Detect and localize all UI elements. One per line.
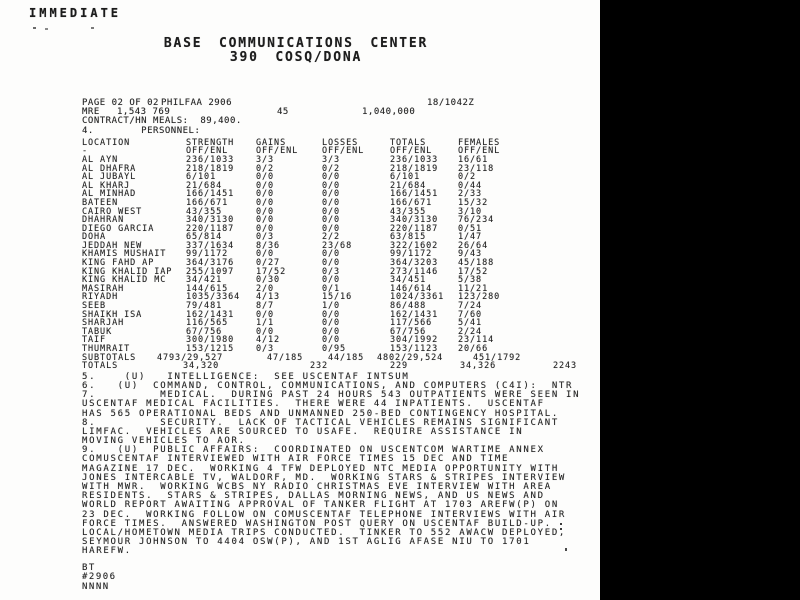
cell-losses: 0/95 [322, 344, 347, 354]
document-body [82, 99, 598, 592]
subtotals-females: 451/1792 [473, 352, 522, 363]
cell-females: 1/47 [458, 232, 483, 243]
cell-totals: 146/614 [390, 283, 433, 294]
cell-gains: 0/2 [256, 163, 275, 174]
subheader-off-enl: OFF/ENL [390, 146, 433, 157]
paragraph-line: HAREFW. [82, 546, 132, 557]
cell-totals: 166/1451 [390, 189, 439, 200]
cell-strength: 340/3130 [186, 215, 235, 226]
cell-gains: 2/0 [256, 283, 275, 294]
mre-right-value: 1,040,000 [362, 107, 416, 118]
cell-losses: 1/0 [322, 301, 341, 312]
cell-gains: 17/52 [256, 266, 287, 277]
cell-location: JEDDAH NEW [82, 240, 143, 251]
scan-artifact [560, 523, 562, 525]
paragraph-line: FORCE TIMES. ANSWERED WASHINGTON POST QUERY ON USCENTAF BUILD-UP. [82, 518, 552, 529]
cell-losses: 0/0 [322, 275, 341, 286]
paragraph-line: WORLD REPORT AWAITING APPROVAL OF TANKER FLIGHT AT 1703 AREFW(P) ON [82, 500, 559, 511]
cell-totals: 220/1187 [390, 223, 439, 234]
cell-strength: 43/355 [186, 206, 223, 217]
table-subheader-row [82, 147, 598, 156]
cell-strength: 255/1097 [186, 266, 235, 277]
cell-females: 16/61 [458, 154, 489, 165]
cell-location: MASIRAH [82, 283, 125, 294]
cell-totals: 63/815 [390, 232, 427, 243]
cell-females: 2/24 [458, 326, 483, 337]
paragraph-line: 8. SECURITY. LACK OF TACTICAL VEHICLES REMAINS SIGNIFICANT [82, 417, 559, 428]
cell-losses: 0/0 [322, 215, 341, 226]
cell-gains: 0/0 [256, 326, 275, 337]
table-row [82, 182, 598, 191]
cell-location: AL JUBAYL [82, 172, 137, 183]
cell-totals: 236/1033 [390, 154, 439, 165]
cell-totals: 304/1992 [390, 335, 439, 346]
subheader-off-enl: OFF/ENL [322, 146, 365, 157]
message-paragraphs [82, 373, 598, 557]
cell-gains: 0/0 [256, 309, 275, 320]
cell-location: CAIRO WEST [82, 206, 143, 217]
cell-totals: 273/1146 [390, 266, 439, 277]
cell-females: 2/33 [458, 189, 483, 200]
message-id: PHILFAA 2906 [161, 98, 233, 108]
paragraph-line: 5. (U) INTELLIGENCE: SEE USCENTAF INTSUM [82, 371, 410, 382]
title-line-1: BASE COMMUNICATIONS CENTER [163, 36, 429, 51]
table-rows [82, 156, 598, 354]
cell-females: 20/66 [458, 344, 489, 354]
cell-location: AL MINHAD [82, 189, 137, 200]
paragraph-line: MOVING VEHICLES TO AOR. [82, 436, 246, 447]
column-header-losses: LOSSES [322, 137, 359, 148]
cell-totals: 153/1123 [390, 344, 439, 354]
cell-location: THUMRAIT [82, 344, 131, 354]
cell-gains: 4/12 [256, 335, 281, 346]
cell-location: DIEGO GARCIA [82, 223, 155, 234]
column-header-females: FEMALES [458, 137, 501, 148]
cell-strength: 67/756 [186, 326, 223, 337]
cell-gains: 0/3 [256, 232, 275, 243]
subheader-off-enl: OFF/ENL [458, 146, 501, 157]
cell-strength: 34/421 [186, 275, 223, 286]
cell-losses: 0/0 [322, 223, 341, 234]
paragraph-line: HAS 565 OPERATIONAL BEDS AND UNMANNED 250-BED CONTINGENCY HOSPITAL. [82, 408, 559, 419]
cell-totals: 67/756 [390, 326, 427, 337]
table-row [82, 319, 598, 328]
cell-location: KING KHALID MC [82, 275, 167, 286]
cell-strength: 6/101 [186, 172, 217, 183]
cell-losses: 0/0 [322, 249, 341, 260]
cell-losses: 0/0 [322, 180, 341, 191]
cell-location: DOHA [82, 232, 107, 243]
table-row [82, 190, 598, 199]
cell-totals: 1024/3361 [390, 292, 445, 303]
cell-totals: 21/684 [390, 180, 427, 191]
cell-gains: 0/0 [256, 197, 275, 208]
subtotals-totals: 4802/29,524 [377, 352, 444, 363]
paragraph-line: SEYMOUR JOHNSON TO 4404 OSW(P), AND 1ST AGLIG AFASE NIU TO 1701 [82, 537, 531, 548]
cell-gains: 0/0 [256, 189, 275, 200]
cell-gains: 0/27 [256, 258, 281, 269]
cell-strength: 116/565 [186, 318, 229, 329]
totals-losses: 229 [390, 361, 409, 372]
cell-totals: 117/566 [390, 318, 433, 329]
date-time-group: 18/1042Z [427, 98, 475, 108]
cell-losses: 3/3 [322, 154, 341, 165]
message-footer [82, 564, 598, 593]
subtotals-strength: 4793/29,527 [157, 352, 224, 363]
scan-artifact-stamp-marks [33, 27, 36, 29]
cell-females: 5/41 [458, 318, 483, 329]
mre-label: MRE [82, 107, 100, 118]
paragraph-line: USCENTAF MEDICAL FACILITIES. THERE WERE 44 INPATIENTS. USCENTAF [82, 399, 545, 410]
totals-females: 2243 [553, 361, 578, 372]
subheader-off-enl: OFF/ENL [186, 146, 229, 157]
cell-location: BATEEN [82, 197, 119, 208]
cell-females: 0/2 [458, 172, 477, 183]
cell-gains: 0/0 [256, 172, 275, 183]
message-number: #2906 [82, 572, 117, 583]
table-row [82, 156, 598, 165]
cell-totals: 162/1431 [390, 309, 439, 320]
cell-females: 0/44 [458, 180, 483, 191]
cell-totals: 43/355 [390, 206, 427, 217]
column-header-totals: TOTALS [390, 137, 427, 148]
cell-losses: 0/0 [322, 197, 341, 208]
cell-strength: 337/1634 [186, 240, 235, 251]
cell-losses: 0/0 [322, 206, 341, 217]
cell-losses: 0/0 [322, 335, 341, 346]
cell-losses: 0/0 [322, 172, 341, 183]
cell-losses: 23/68 [322, 240, 353, 251]
cell-totals: 6/101 [390, 172, 421, 183]
cell-strength: 220/1187 [186, 223, 235, 234]
cell-losses: 0/0 [322, 258, 341, 269]
cell-location: TABUK [82, 326, 113, 337]
cell-losses: 0/2 [322, 163, 341, 174]
cell-females: 76/234 [458, 215, 495, 226]
cell-location: SHARJAH [82, 318, 125, 329]
scan-artifact [565, 548, 567, 551]
cell-location: SHAIKH ISA [82, 309, 143, 320]
cell-gains: 8/7 [256, 301, 275, 312]
totals-strength: 34,320 [183, 361, 220, 372]
cell-location: TAIF [82, 335, 107, 346]
cell-females: 123/280 [458, 292, 501, 303]
paragraph-line: RESIDENTS. STARS & STRIPES, DALLAS MORNING NEWS, AND US NEWS AND [82, 491, 545, 502]
page-indicator: PAGE 02 OF 02 [82, 98, 159, 108]
cell-totals: 218/1819 [390, 163, 439, 174]
table-row [82, 293, 598, 302]
totals-totals: 34,326 [460, 361, 497, 372]
paragraph-line: LIMFAC. VEHICLES ARE SOURCED TO USAFE. REQUIRE ASSISTANCE IN [82, 426, 524, 437]
cell-strength: 218/1819 [186, 163, 235, 174]
cell-strength: 79/481 [186, 301, 223, 312]
cell-losses: 0/3 [322, 266, 341, 277]
cell-females: 15/32 [458, 197, 489, 208]
cell-strength: 236/1033 [186, 154, 235, 165]
cell-females: 23/114 [458, 335, 495, 346]
cell-totals: 34/451 [390, 275, 427, 286]
cell-location: KING KHALID IAP [82, 266, 173, 277]
paragraph-line: 7. MEDICAL. DURING PAST 24 HOURS 543 OUTPATIENTS WERE SEEN IN [82, 390, 581, 401]
cell-females: 11/21 [458, 283, 489, 294]
cell-location: SEEB [82, 301, 107, 312]
cell-losses: 2/2 [322, 232, 341, 243]
cell-location: AL AYN [82, 154, 119, 165]
paragraph-line: 9. (U) PUBLIC AFFAIRS: COORDINATED ON USCENTCOM WARTIME ANNEX [82, 445, 545, 456]
cell-strength: 364/3176 [186, 258, 235, 269]
cell-females: 9/43 [458, 249, 483, 260]
paragraph-line: COMUSCENTAF INTERVIEWED WITH AIR FORCE TIMES 15 DEC AND TIME [82, 454, 510, 465]
cell-gains: 0/3 [256, 344, 275, 354]
cell-females: 3/10 [458, 206, 483, 217]
cell-strength: 21/684 [186, 180, 223, 191]
cell-location: KHAMIS MUSHAIT [82, 249, 167, 260]
table-row [82, 276, 598, 285]
subheader-dash: - [82, 146, 89, 157]
cell-gains: 0/0 [256, 215, 275, 226]
cell-location: DHAHRAN [82, 215, 125, 226]
cell-location: AL KHARJ [82, 180, 131, 191]
cell-females: 7/60 [458, 309, 483, 320]
cell-gains: 3/3 [256, 154, 275, 165]
paragraph-line: LOCAL/HOMETOWN MEDIA TRIPS CONDUCTED. TINKER TO 552 AWACW DEPLOYED, [82, 527, 567, 538]
cell-losses: 0/1 [322, 283, 341, 294]
totals-gains: 232 [310, 361, 329, 372]
table-row [82, 165, 598, 174]
cell-strength: 65/814 [186, 232, 223, 243]
cell-females: 45/188 [458, 258, 495, 269]
cell-losses: 0/0 [322, 326, 341, 337]
cell-females: 0/51 [458, 223, 483, 234]
document-title [0, 37, 592, 65]
cell-totals: 99/1172 [390, 249, 433, 260]
table-row [82, 199, 598, 208]
totals-row [82, 362, 598, 371]
cell-gains: 1/1 [256, 318, 275, 329]
cell-losses: 0/0 [322, 318, 341, 329]
cell-strength: 1035/3364 [186, 292, 241, 303]
cell-strength: 166/1451 [186, 189, 235, 200]
cell-location: KING FAHD AP [82, 258, 155, 269]
subtotals-gains: 47/185 [267, 352, 304, 363]
cell-gains: 0/0 [256, 223, 275, 234]
cell-totals: 364/3203 [390, 258, 439, 269]
cell-strength: 99/1172 [186, 249, 229, 260]
column-header-strength: STRENGTH [186, 137, 235, 148]
cell-totals: 340/3130 [390, 215, 439, 226]
table-row [82, 216, 598, 225]
cell-gains: 0/0 [256, 180, 275, 191]
paragraph-line: 23 DEC. WORKING FOLLOW ON COMUSCENTAF TELEPHONE INTERVIEWS WITH AIR [82, 509, 567, 520]
table-row [82, 328, 598, 337]
cell-totals: 166/671 [390, 197, 433, 208]
cell-females: 5/38 [458, 275, 483, 286]
cell-location: AL DHAFRA [82, 163, 137, 174]
table-row [82, 302, 598, 311]
column-header-location: LOCATION [82, 137, 131, 148]
cell-strength: 162/1431 [186, 309, 235, 320]
personnel-section-heading: 4. PERSONNEL: [82, 125, 201, 136]
table-row [82, 250, 598, 259]
cell-strength: 300/1980 [186, 335, 235, 346]
table-row [82, 311, 598, 320]
paragraph-line: WITH MWR. WORKING WCBS NY RADIO CHRISTMAS EVE INTERVIEW WITH AREA [82, 482, 552, 493]
cell-females: 7/24 [458, 301, 483, 312]
cell-females: 17/52 [458, 266, 489, 277]
bt-marker: BT [82, 562, 96, 573]
end-of-message-marker: NNNN [82, 581, 110, 592]
mre-mid-value: 45 [277, 107, 289, 118]
table-row [82, 208, 598, 217]
totals-label: TOTALS [82, 361, 119, 372]
immediate-stamp: IMMEDIATE [29, 6, 122, 20]
subtotals-losses: 44/185 [328, 352, 365, 363]
cell-gains: 0/30 [256, 275, 281, 286]
cell-location: RIYADH [82, 292, 119, 303]
column-header-gains: GAINS [256, 137, 287, 148]
cell-strength: 144/615 [186, 283, 229, 294]
cell-gains: 4/13 [256, 292, 281, 303]
scan-black-band [600, 0, 800, 600]
cell-strength: 153/1215 [186, 344, 235, 354]
paragraph-line: MAGAZINE 17 DEC. WORKING 4 TFW DEPLOYED NTC MEDIA OPPORTUNITY WITH [82, 463, 559, 474]
meals-line: CONTRACT/HN MEALS: 89,400. [82, 116, 242, 127]
table-row [82, 173, 598, 182]
cell-females: 26/64 [458, 240, 489, 251]
cell-gains: 0/0 [256, 206, 275, 217]
paragraph-line: JONES INTERCABLE TV, WALDORF, MD. WORKING STARS & STRIPES INTERVIEW [82, 472, 567, 483]
table-row [82, 225, 598, 234]
mre-value: 1,543 769 [117, 107, 171, 118]
cell-totals: 322/1602 [390, 240, 439, 251]
cell-losses: 0/0 [322, 309, 341, 320]
subtotals-label: SUBTOTALS [82, 352, 137, 363]
personnel-table [82, 139, 598, 371]
cell-females: 23/118 [458, 163, 495, 174]
cell-losses: 15/16 [322, 292, 353, 303]
cell-totals: 86/488 [390, 301, 427, 312]
cell-gains: 0/0 [256, 249, 275, 260]
paragraph-line: 6. (U) COMMAND, CONTROL, COMMUNICATIONS, AND COMPUTERS (C4I): NTR [82, 380, 574, 391]
cell-gains: 8/36 [256, 240, 281, 251]
subtotals-row [82, 354, 598, 363]
cell-losses: 0/0 [322, 189, 341, 200]
cell-strength: 166/671 [186, 197, 229, 208]
title-line-2: 390 COSQ/DONA [229, 50, 363, 65]
subheader-off-enl: OFF/ENL [256, 146, 299, 157]
